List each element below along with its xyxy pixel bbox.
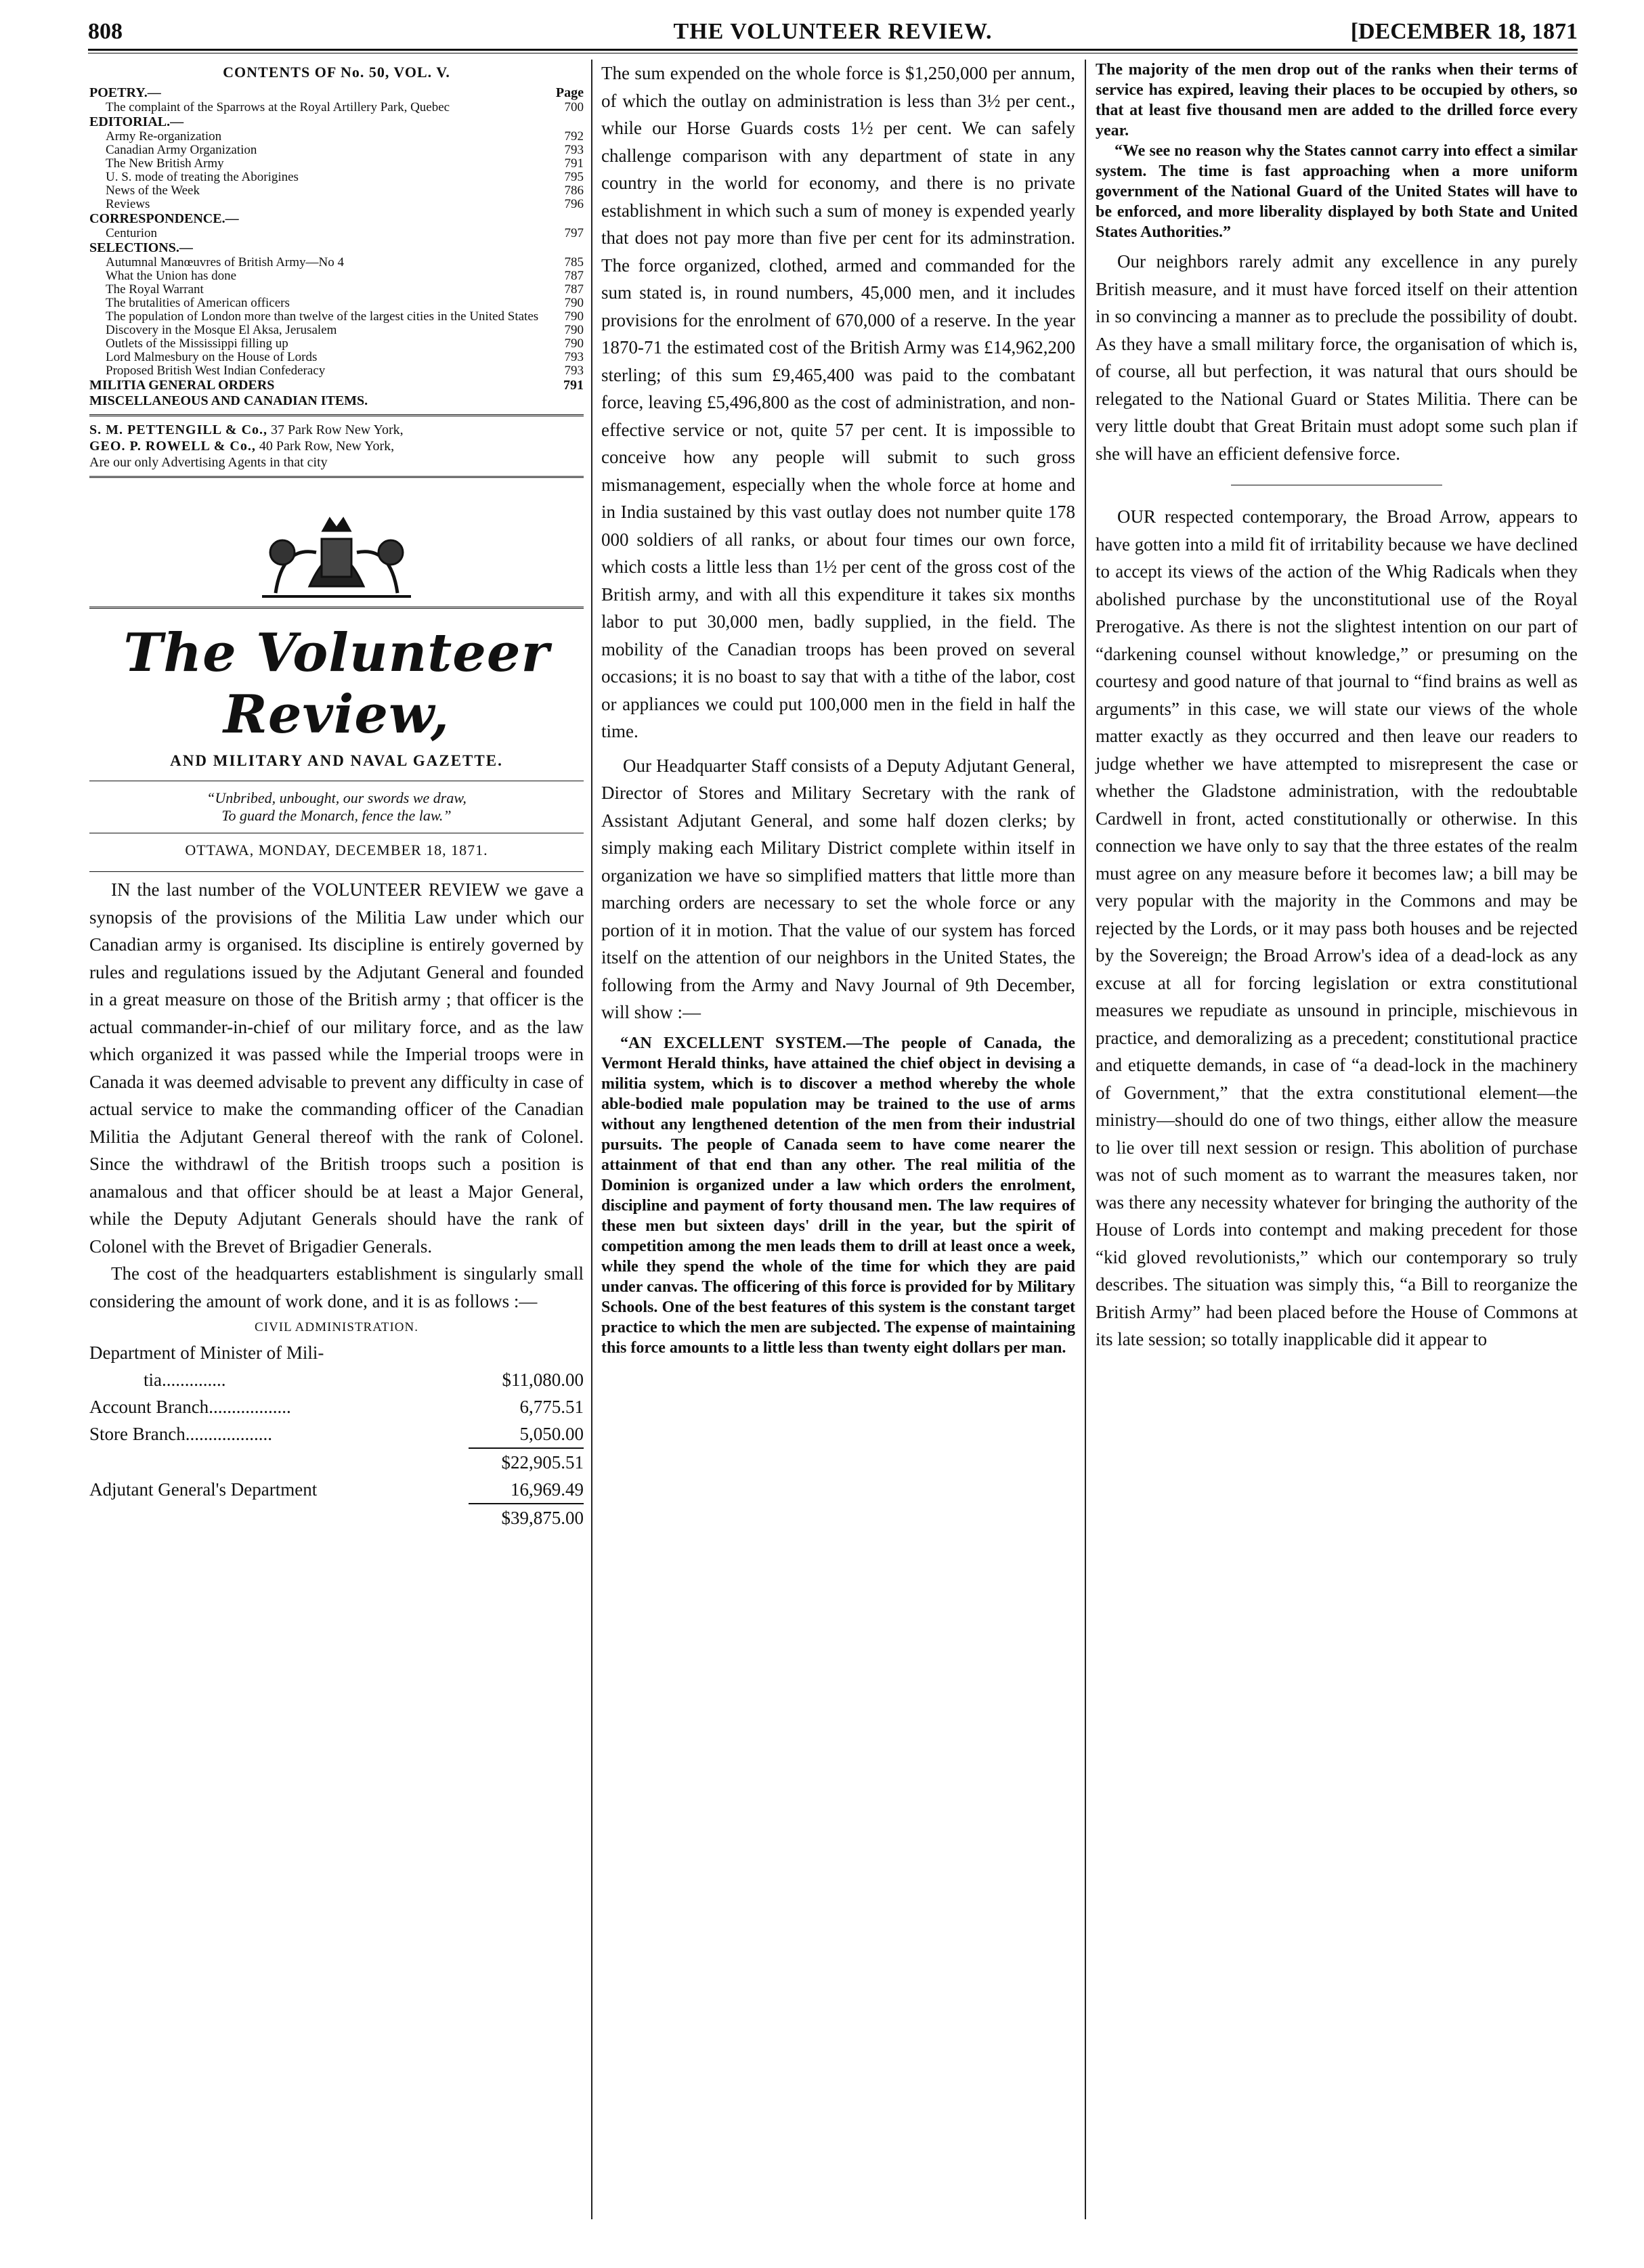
contents-head-poetry: POETRY.— <box>89 85 161 100</box>
quoted-article-continued: The majority of the men drop out of the ranks when their terms of service has expired, leaving their places to be occupied by others, so that at least five thousand men are added to the drilled force every year. <box>1096 61 1578 139</box>
toc-row <box>89 337 584 351</box>
article-paragraph: IN the last number of the VOLUNTEER REVIEW we gave a synopsis of the provisions of the Militia Law under which our Canadian army is organised. Its discipline is entirely governed by rules and regulations issued by the Adjutant General and founded in a great measure on those of the British army ; that officer is the actual commander-in-chief of our military force, and as the law which organized it was passed while the Imperial troops were in Canada it was deemed advisable to prevent any difficulty in case of actual service to make the commanding officer of the Canadian Militia the Adjutant General thereof with the rank of Colonel. Since the withdrawl of the British troops such a position is anamalous and that officer should be at least a Major General, while the Deputy Adjutant Generals should have the rank of Colonel with the Brevet of Brigadier Generals. <box>89 879 584 1257</box>
toc-title: Proposed British West Indian Confederacy <box>106 364 326 378</box>
toc-row <box>89 364 584 378</box>
toc-title: Centurion <box>106 226 157 240</box>
column-divider-1 <box>591 60 592 2219</box>
toc-title: Army Re-organization <box>106 129 222 144</box>
toc-title: News of the Week <box>106 183 200 198</box>
masthead-motto: “Unbribed, unbought, our swords we draw, To guard the Monarch, fence the law.” <box>207 789 467 824</box>
contents-page-label: Page <box>555 85 584 100</box>
toc-correspondence-list <box>89 227 584 240</box>
article-paragraph: Our Headquarter Staff consists of a Deputy Adjutant General, Director of Stores and Military Secretary with the rank of Assistant Adjutant General, and some half dozen clerks; by simply making each Military District complete within itself in organization we have so simplified matters that little more than marching orders are necessary to set the whole force or any portion of it in motion. That the value of our system has forced itself on the attention of our neighbors in the United States, the following from the Army and Navy Journal of 9th December, will show :— <box>601 755 1075 1022</box>
column-two <box>601 60 1075 1358</box>
table-row: tia.............. $11,080.00 <box>144 1370 584 1390</box>
toc-row <box>89 351 584 364</box>
table-row: $22,905.51 <box>501 1452 584 1473</box>
page-number: 808 <box>88 19 123 44</box>
running-header <box>88 12 1578 46</box>
toc-row <box>89 269 584 283</box>
toc-page: 793 <box>564 143 584 157</box>
table-row: Account Branch.................. 6,775.51 <box>89 1397 584 1417</box>
toc-page: 790 <box>564 323 584 337</box>
toc-row <box>89 130 584 144</box>
contents-head-selections: SELECTIONS.— <box>89 240 193 255</box>
toc-row <box>89 144 584 157</box>
toc-row <box>89 297 584 310</box>
advertising-agents: S. M. PETTENGILL & Co., 37 Park Row New York, GEO. P. ROWELL & Co., 40 Park Row, New York, Are our only Advertising Agents in that city <box>89 422 404 470</box>
toc-page: 790 <box>564 336 584 351</box>
toc-page: 795 <box>564 170 584 184</box>
column-one <box>89 60 584 1531</box>
toc-page: 791 <box>564 156 584 171</box>
toc-page: 797 <box>564 226 584 240</box>
contents-head-editorial: EDITORIAL.— <box>89 114 184 129</box>
masthead-title: The Volunteer Review, <box>123 622 550 745</box>
masthead-subtitle: AND MILITARY AND NAVAL GAZETTE. <box>170 752 503 769</box>
article-paragraph: The cost of the headquarters establishment is singularly small considering the amount of work done, and it is as follows :— <box>89 1263 584 1311</box>
toc-page: 787 <box>564 269 584 283</box>
toc-page: 785 <box>564 255 584 269</box>
column-divider-2 <box>1085 60 1086 2219</box>
toc-misc-items: MISCELLANEOUS AND CANADIAN ITEMS. <box>89 393 368 408</box>
toc-page: 796 <box>564 197 584 211</box>
toc-title: What the Union has done <box>106 269 237 283</box>
toc-row <box>89 324 584 337</box>
quoted-article-continued: “We see no reason why the States cannot carry into effect a similar system. The time is fast approaching when a more uniform government of the National Guard of the United States will have to be enforced, and more liberality displayed by both State and United States Authorities.” <box>1096 142 1578 241</box>
table-row: Store Branch................... 5,050.00 <box>89 1424 584 1444</box>
divider <box>89 607 584 609</box>
toc-title: The population of London more than twelve of the largest cities in the United States <box>106 309 539 324</box>
toc-title: The Royal Warrant <box>106 282 204 297</box>
issue-date: [DECEMBER 18, 1871 <box>1350 19 1578 44</box>
toc-page: 790 <box>564 296 584 310</box>
toc-title: Discovery in the Mosque El Aksa, Jerusalem <box>106 323 337 337</box>
table-heading: CIVIL ADMINISTRATION. <box>255 1320 418 1334</box>
article-paragraph: The sum expended on the whole force is $1,250,000 per annum, of which the outlay on administration is less than 3½ per cent., while our Horse Guards costs 1½ per cent. We can safely challenge comparison with any department of state in any country in the world for economy, and there is no private establishment in which such a sum of money is expended yearly that does not pay more than five per cent for its adminstration. The force organized, clothed, armed and commanded for the sum stated is, in round numbers, 45,000 men, and it includes provisions for the enrolment of 670,000 of a reserve. In the year 1870-71 the estimated cost of the British Army was £14,962,200 sterling; of this sum £9,465,400 was paid to the combatant force, leaving £5,496,800 as the cost of administration, and non-effective service or not, quite 57 per cent. It is impossible to conceive how any people will submit to such gross mismanagement, especially when the whole force at home and in India sustained by this vast outlay does not number quite 178 000 soldiers of all ranks, or about four times our own force, which costs a little less than 1½ per cent of the gross cost of the British army, and with all this expenditure it takes six months labor to put 30,000 men, badly supplied, in the field. The mobility of the Canadian troops has been proved on several occasions; it is no boast to say that with a tithe of the labor, cost or appliances we could put 100,000 men in the field in half the time. <box>601 63 1075 741</box>
toc-page: 790 <box>564 309 584 324</box>
publication-title: THE VOLUNTEER REVIEW. <box>673 19 993 44</box>
toc-row <box>89 310 584 324</box>
toc-row <box>89 198 584 211</box>
toc-title: Lord Malmesbury on the House of Lords <box>106 350 318 364</box>
toc-page: 793 <box>564 364 584 378</box>
article-paragraph: OUR respected contemporary, the Broad Arrow, appears to have gotten into a mild fit of irritability because we have declined to accept its views of the action of the Whig Radicals when they abolished purchase by the unconstitutional use of the Royal Prerogative. As there is not the slightest intention on our part of “darkening counsel without knowledge,” or presuming on the courtesy and good nature of that journal to “find brains as well as arguments” in this case, we will state our views of the whole matter exactly as they occurred and then leave our readers to judge whether we have attempted to misrepresent the case or whether the Gladstone administration, with the redoubtable Cardwell in front, acted constitutionally or otherwise. In this connection we have only to say that the three estates of the realm must agree on any measure before it becomes law; a bill may be very popular with the majority in the Commons and may be rejected by the Lords, or it may pass both houses and be rejected by the Sovereign; the Broad Arrow's idea of a dead-lock as any excuse at all for forcing legislation or extra constitutional measures we repudiate as unsound in principle, mischievous in practice, and demoralizing as a precedent; constitutional practice and etiquette demands, in case of “a dead-lock in the machinery of Government,” that the extra constitutional element—the ministry—should do one of two things, either allow the measure to lie over till next session or resign. This abolition of purchase was not of such moment as to warrant the measures taken, nor was there any necessity whatever for bringing the authority of the House of Lords into contempt and making precedent for those “kid gloved revolutionists,” which our contemporary so truly describes. The situation was simply this, “a Bill to reorganize the British Army” had been placed before the House of Commons at its late session; so totally inapplicable did it appear to <box>1096 506 1578 1349</box>
article-paragraph: Our neighbors rarely admit any excellence in any purely British measure, and it must have forced itself on their attention in so convincing a manner as to preclude the possibility of doubt. As they have a small military force, the organisation of which is, of course, all but perfection, it was natural that ours should be relegated to the National Guard or States Militia. There can be very little doubt that Great Britain must adopt some such plan if she will have an efficient defensive force. <box>1096 251 1578 464</box>
toc-editorial-list <box>89 130 584 211</box>
toc-page: 792 <box>564 129 584 144</box>
toc-row <box>89 184 584 198</box>
toc-row <box>89 157 584 171</box>
column-three <box>1096 60 1578 1353</box>
quoted-article: “AN EXCELLENT SYSTEM.—The people of Canada, the Vermont Herald thinks, have attained the chief object in devising a militia system, which is to discover a method whereby the whole able-bodied male population may be trained to the use of arms without any lengthened detention of the men from their industrial pursuits. The people of Canada seem to have come nearer the attainment of that end than any other. The real militia of the Dominion is organized under a law which orders the enrolment, discipline and payment of forty thousand men. The law requires of these men but sixteen days' drill in the year, but the spirit of competition among the men leads them to drill at least once a week, while they spend the whole of the time for which they are paid under canvas. The officering of this force is provided for by Military Schools. One of the best features of this system is the constant target practice to which the men are subjected. The expense of maintaining this force amounts to a little less than twenty eight dollars per man. <box>601 1034 1075 1357</box>
toc-title: Autumnal Manœuvres of British Army—No 4 <box>106 255 345 269</box>
toc-title: The New British Army <box>106 156 224 171</box>
table-row: Adjutant General's Department 16,969.49 <box>89 1479 584 1500</box>
toc-row <box>89 227 584 240</box>
dateline: OTTAWA, MONDAY, DECEMBER 18, 1871. <box>185 842 488 858</box>
toc-title: Canadian Army Organization <box>106 143 257 157</box>
divider <box>89 476 584 478</box>
toc-title: Outlets of the Mississippi filling up <box>106 336 288 351</box>
contents-head-correspondence: CORRESPONDENCE.— <box>89 211 239 226</box>
divider <box>89 414 584 416</box>
toc-row: The complaint of the Sparrows at the Royal Artillery Park, Quebec 700 <box>106 100 584 114</box>
toc-title: U. S. mode of treating the Aborigines <box>106 170 299 184</box>
toc-row <box>89 171 584 184</box>
royal-crest-icon <box>235 498 438 600</box>
toc-row <box>89 256 584 269</box>
toc-selections-list <box>89 256 584 378</box>
table-row: $39,875.00 <box>501 1508 584 1528</box>
toc-page: 786 <box>564 183 584 198</box>
toc-page: 787 <box>564 282 584 297</box>
expense-table: Department of Minister of Mili- tia.............. $11,080.00 Account Branch.................. 6,775.51 Store Branch................... 5,050.00 $22,905.51 Adjutant General's Department 16,969.49 $39,875.00 <box>89 1339 584 1531</box>
toc-title: The brutalities of American officers <box>106 296 290 310</box>
toc-title: Reviews <box>106 197 150 211</box>
toc-page: 793 <box>564 350 584 364</box>
toc-row <box>89 283 584 297</box>
toc-militia-orders: MILITIA GENERAL ORDERS 791 <box>89 378 584 393</box>
contents-title: CONTENTS OF No. 50, VOL. V. <box>223 64 450 81</box>
header-rule <box>88 49 1578 51</box>
